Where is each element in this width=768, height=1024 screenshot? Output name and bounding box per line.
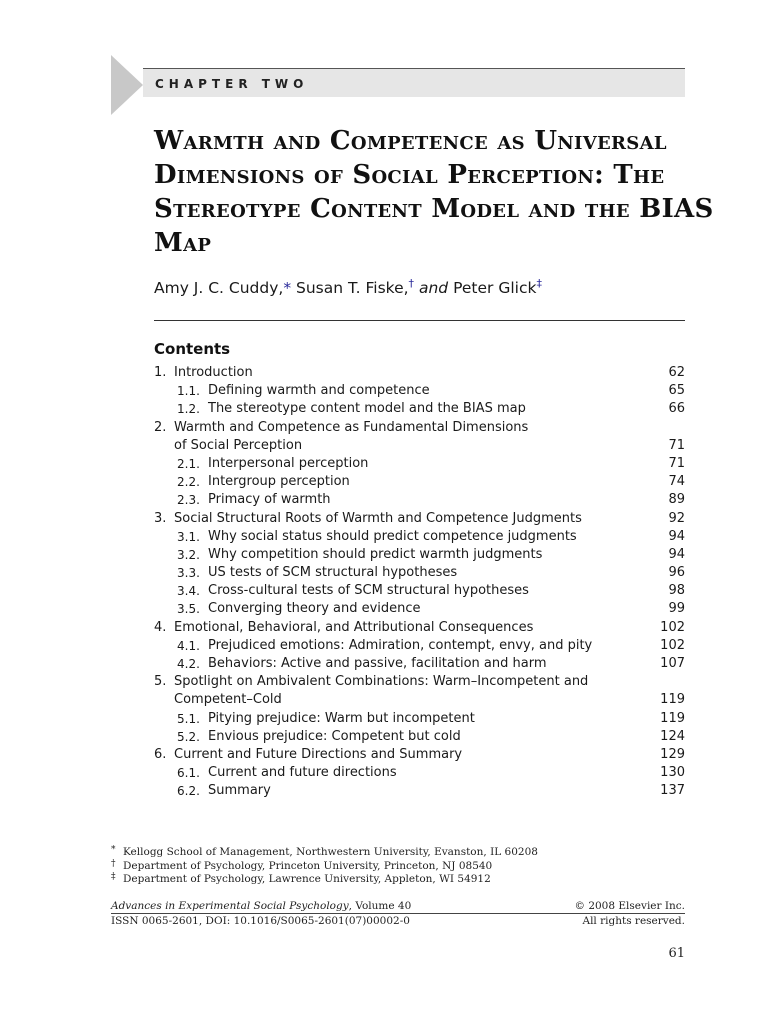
toc-entry-title: Pitying prejudice: Warm but incompetent <box>208 710 475 726</box>
author-cuddy: Amy J. C. Cuddy, <box>154 279 284 298</box>
toc-entry-title: Defining warmth and competence <box>208 383 430 399</box>
toc-entry-page: 94 <box>668 546 685 562</box>
toc-entry-number: 4.1. <box>177 638 200 653</box>
toc-entry-page: 89 <box>668 492 685 508</box>
toc-entry-title: Interpersonal perception <box>208 455 369 471</box>
toc-entry <box>154 619 685 637</box>
chapter-arrow-icon <box>111 55 143 115</box>
toc-entry-title: Warmth and Competence as Fundamental Dimensions <box>174 419 529 435</box>
toc-entry-number: 5.1. <box>177 711 200 726</box>
footnote <box>111 846 685 860</box>
journal-volume: , Volume 40 <box>348 900 412 912</box>
rights: All rights reserved. <box>582 915 685 927</box>
toc-entry-title: Why social status should predict competence judgments <box>208 528 577 544</box>
table-of-contents <box>154 364 685 801</box>
toc-entry <box>154 455 685 473</box>
footnote-symbol: ‡ <box>111 872 116 882</box>
toc-entry-number: 6. <box>154 746 167 762</box>
footnote <box>111 860 685 874</box>
toc-entry-title: Current and future directions <box>208 765 397 781</box>
author-fiske: Susan T. Fiske, <box>296 279 409 298</box>
toc-entry <box>154 400 685 418</box>
page-number: 61 <box>668 946 685 961</box>
toc-entry-number: 5. <box>154 674 167 690</box>
toc-entry-number: 1. <box>154 365 167 380</box>
toc-entry-number: 3.3. <box>177 566 200 581</box>
toc-entry-page: 65 <box>668 383 685 399</box>
toc-entry-number: 6.1. <box>177 766 200 781</box>
toc-entry-number: 1.2. <box>177 402 200 417</box>
toc-entry-title: Primacy of warmth <box>208 492 331 508</box>
toc-entry-title: The stereotype content model and the BIAS map <box>208 401 526 417</box>
toc-entry-page: 71 <box>668 455 685 471</box>
journal-series: Advances in Experimental Social Psychology <box>111 900 349 912</box>
toc-entry <box>154 673 685 691</box>
toc-entry-title: Competent–Cold <box>174 692 282 708</box>
toc-entry-title: Summary <box>208 783 271 799</box>
toc-entry-page: 74 <box>668 474 685 490</box>
author-conjunction: and <box>418 279 449 298</box>
toc-entry <box>154 546 685 564</box>
toc-entry-page: 98 <box>668 583 685 599</box>
toc-entry-title: Intergroup perception <box>208 474 350 490</box>
toc-entry <box>154 710 685 728</box>
toc-entry-number: 5.2. <box>177 729 200 744</box>
toc-entry-page: 62 <box>668 365 685 380</box>
toc-entry <box>154 364 685 382</box>
toc-entry <box>154 437 685 455</box>
footnote <box>111 873 685 887</box>
author-line <box>154 277 542 297</box>
toc-entry-page: 130 <box>660 765 685 781</box>
toc-entry <box>154 782 685 800</box>
toc-entry-title: Envious prejudice: Competent but cold <box>208 728 461 744</box>
chapter-header <box>143 68 685 97</box>
toc-entry <box>154 473 685 491</box>
toc-entry-number: 2. <box>154 419 167 435</box>
toc-entry <box>154 510 685 528</box>
toc-entry-title: Converging theory and evidence <box>208 601 421 617</box>
contents-heading: Contents <box>154 340 231 358</box>
toc-entry-page: 129 <box>660 746 685 762</box>
footnote-text: Department of Psychology, Lawrence University, Appleton, WI 54912 <box>123 873 491 885</box>
toc-entry <box>154 728 685 746</box>
toc-entry-page: 102 <box>660 619 685 635</box>
toc-entry-page: 137 <box>660 783 685 799</box>
toc-entry-page: 66 <box>668 401 685 417</box>
toc-entry <box>154 637 685 655</box>
toc-entry-page: 124 <box>660 728 685 744</box>
toc-entry-page: 102 <box>660 637 685 653</box>
footnote-mark-asterisk: * <box>283 279 292 298</box>
toc-entry-title: Introduction <box>174 365 253 380</box>
toc-entry <box>154 528 685 546</box>
toc-entry <box>154 691 685 709</box>
toc-entry-number: 3. <box>154 510 167 526</box>
toc-entry-title: US tests of SCM structural hypotheses <box>208 565 458 581</box>
toc-entry <box>154 600 685 618</box>
copyright: © 2008 Elsevier Inc. <box>574 900 685 912</box>
toc-entry-page: 94 <box>668 528 685 544</box>
chapter-label: CHAPTER TWO <box>155 77 309 91</box>
toc-entry-number: 3.1. <box>177 529 200 544</box>
affiliation-footnotes <box>111 846 685 887</box>
issn-doi: ISSN 0065-2601, DOI: 10.1016/S0065-2601(07)00002-0 <box>111 915 410 927</box>
footnote-mark-double-dagger: ‡ <box>536 277 542 290</box>
footnote-symbol: † <box>111 858 116 869</box>
divider <box>154 320 685 321</box>
author-glick: Peter Glick <box>453 279 537 298</box>
toc-entry-number: 3.5. <box>177 602 200 617</box>
toc-entry <box>154 491 685 509</box>
toc-entry-title: Why competition should predict warmth judgments <box>208 546 543 562</box>
toc-entry-number: 3.4. <box>177 584 200 599</box>
toc-entry-title: Emotional, Behavioral, and Attributional Consequences <box>174 619 534 635</box>
journal-line-2 <box>111 914 685 928</box>
toc-entry-number: 2.1. <box>177 456 200 471</box>
footnote-mark-dagger: † <box>408 277 415 290</box>
toc-entry-number: 1.1. <box>177 384 200 399</box>
footnote-text: Kellogg School of Management, Northwestern University, Evanston, IL 60208 <box>123 846 538 858</box>
toc-entry <box>154 764 685 782</box>
toc-entry-number: 2.2. <box>177 475 200 490</box>
journal-info <box>111 899 685 928</box>
toc-entry-page: 96 <box>668 565 685 581</box>
toc-entry-page: 107 <box>660 656 685 671</box>
toc-entry-number: 4. <box>154 619 167 635</box>
toc-entry-title: Prejudiced emotions: Admiration, contempt, envy, and pity <box>208 637 593 653</box>
toc-entry-title: Current and Future Directions and Summary <box>174 746 463 762</box>
journal-line-1 <box>111 899 685 914</box>
toc-entry-page: 119 <box>660 710 685 726</box>
toc-entry-title: Cross-cultural tests of SCM structural hypotheses <box>208 583 529 599</box>
toc-entry-page: 99 <box>668 601 685 617</box>
toc-entry-title: Spotlight on Ambivalent Combinations: Warm–Incompetent and <box>174 674 589 690</box>
toc-entry <box>154 419 685 437</box>
toc-entry-title: Behaviors: Active and passive, facilitation and harm <box>208 656 547 671</box>
toc-entry-title: of Social Perception <box>174 437 303 453</box>
chapter-title: Warmth and Competence as Universal Dimensions of Social Perception: The Stereotype Content Model and the BIAS Map <box>154 126 714 258</box>
toc-entry-number: 2.3. <box>177 493 200 508</box>
toc-entry <box>154 382 685 400</box>
toc-entry <box>154 564 685 582</box>
toc-entry-number: 3.2. <box>177 547 200 562</box>
toc-entry-title: Social Structural Roots of Warmth and Competence Judgments <box>174 510 582 526</box>
footnote-text: Department of Psychology, Princeton University, Princeton, NJ 08540 <box>123 859 493 872</box>
toc-entry-number: 6.2. <box>177 784 200 799</box>
toc-entry-number: 4.2. <box>177 657 200 671</box>
toc-entry <box>154 655 685 673</box>
toc-entry <box>154 746 685 764</box>
toc-entry <box>154 582 685 600</box>
toc-entry-page: 92 <box>668 510 685 526</box>
footnote-symbol: * <box>111 845 116 855</box>
toc-entry-page: 71 <box>668 437 685 453</box>
toc-entry-page: 119 <box>660 692 685 708</box>
